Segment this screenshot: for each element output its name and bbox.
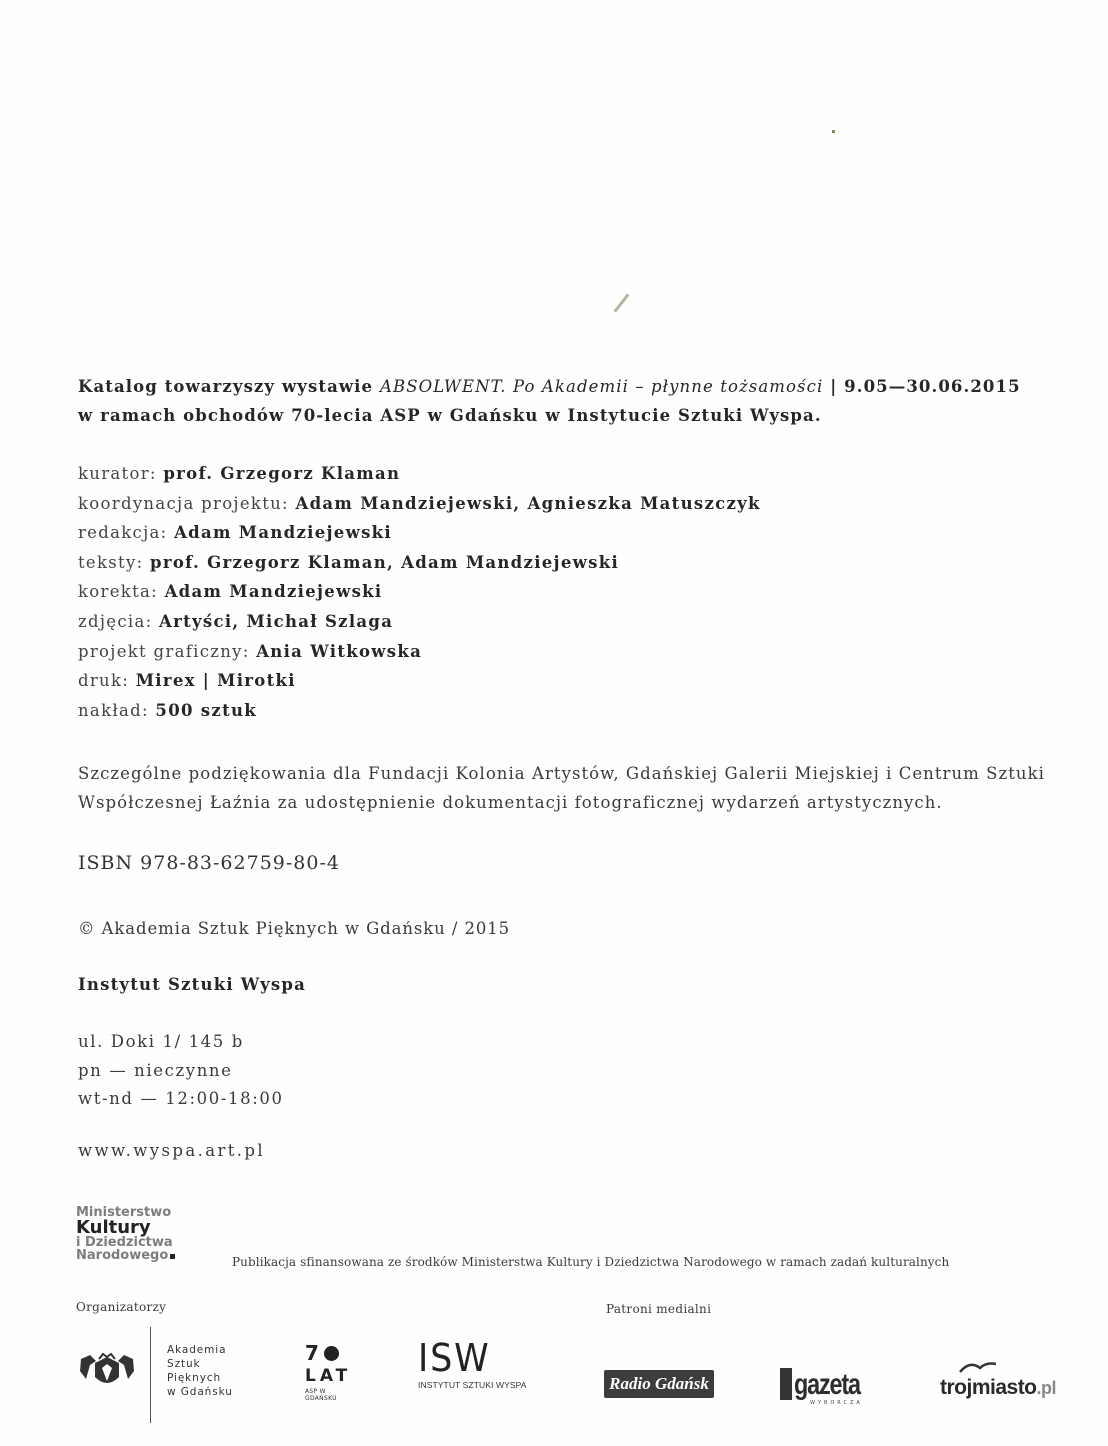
credits-list <box>78 459 761 725</box>
opening-hours: wt-nd — 12:00-18:00 <box>78 1089 284 1108</box>
credit-print: druk: Mirex | Mirotki <box>78 671 296 691</box>
website-link[interactable]: www.wyspa.art.pl <box>78 1141 266 1160</box>
credit-editing: redakcja: Adam Mandziejewski <box>78 523 392 543</box>
exhibition-title: ABSOLWENT. Po Akademii – płynne tożsamości <box>379 377 824 396</box>
intro-line-2: w ramach obchodów 70-lecia ASP w Gdańsku w Instytucie Sztuki Wyspa. <box>78 406 822 425</box>
seagull-icon <box>958 1358 998 1378</box>
intro-line-1: Katalog towarzyszy wystawie ABSOLWENT. Po Akademii – płynne tożsamości | 9.05—30.06.2015 <box>78 377 1021 396</box>
organizers-heading: Organizatorzy <box>76 1300 167 1314</box>
credit-proofreading: korekta: Adam Mandziejewski <box>78 582 383 602</box>
credit-photos: zdjęcia: Artyści, Michał Szlaga <box>78 611 394 631</box>
monday-hours: pn — nieczynne <box>78 1060 233 1080</box>
address-block <box>78 1028 284 1114</box>
copyright: © Akademia Sztuk Pięknych w Gdańsku / 2015 <box>78 919 511 938</box>
acknowledgements: Szczególne podziękowania dla Fundacji Kolonia Artystów, Gdańskiej Galerii Miejskiej i Centrum Sztuki Współczesnej Łaźnia za udostępnienie dokumentacji fotograficznej wydarzeń artystycznych. <box>78 764 1045 812</box>
street-address: ul. Doki 1/ 145 b <box>78 1032 244 1051</box>
credit-texts: teksty: prof. Grzegorz Klaman, Adam Mandziejewski <box>78 552 620 572</box>
paper-speck <box>832 130 835 133</box>
credit-run: nakład: 500 sztuk <box>78 700 258 720</box>
credit-coordination: koordynacja projektu: Adam Mandziejewski, Agnieszka Matuszczyk <box>78 493 761 513</box>
gazeta-subtitle: WYBORCZA <box>810 1400 863 1406</box>
zero-circle-icon <box>324 1346 339 1361</box>
crest-icon <box>76 1351 138 1391</box>
isw-logo: ISW INSTYTUT SZTUKI WYSPA <box>418 1336 527 1390</box>
isbn: ISBN 978-83-62759-80-4 <box>78 852 340 874</box>
funding-note: Publikacja sfinansowana ze środków Ministerstwa Kultury i Dziedzictwa Narodowego w ramach zadań kulturalnych <box>232 1255 950 1269</box>
ministry-logo: Ministerstwo Kultury i Dziedzictwa Narodowego <box>76 1206 175 1262</box>
institute-name: Instytut Sztuki Wyspa <box>78 975 307 994</box>
media-patrons-heading: Patroni medialni <box>606 1302 712 1316</box>
paper-speck <box>614 293 630 312</box>
credit-design: projekt graficzny: Ania Witkowska <box>78 641 423 661</box>
seventy-years-logo: 7 LAT ASP W GDAŃSKU <box>305 1341 352 1402</box>
asp-crest-logo <box>76 1351 138 1395</box>
asp-logo-text: Akademia Sztuk Pięknych w Gdańsku <box>167 1344 233 1398</box>
organizer-divider <box>150 1327 151 1423</box>
credit-curator: kurator: prof. Grzegorz Klaman <box>78 464 401 483</box>
gazeta-wyborcza-logo: gazeta <box>780 1368 878 1400</box>
trojmiasto-logo: trojmiasto.pl <box>940 1376 1057 1399</box>
radio-gdansk-logo: Radio Gdańsk <box>604 1370 714 1398</box>
intro-paragraph <box>78 372 1088 430</box>
